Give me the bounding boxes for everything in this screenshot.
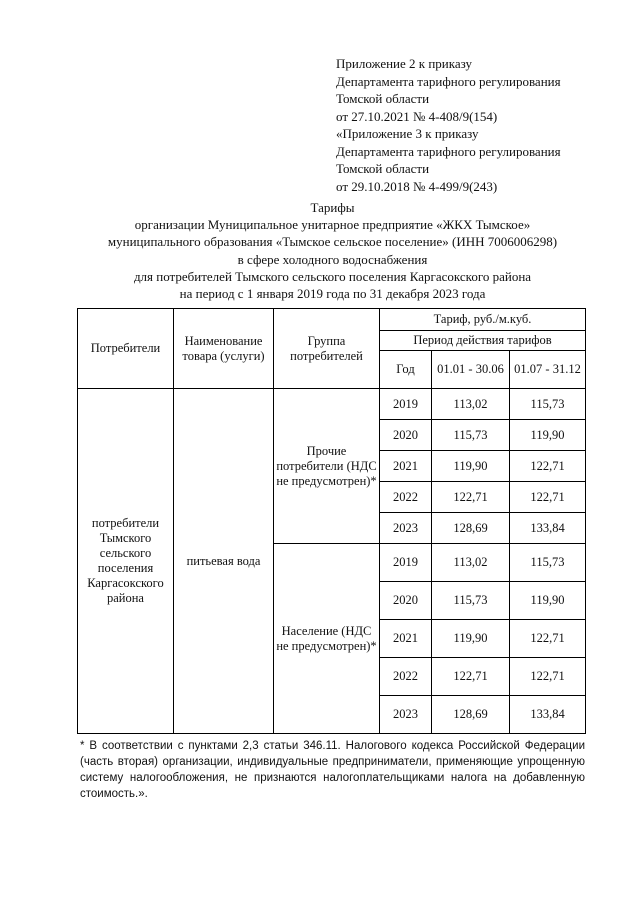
year-cell: 2022 (380, 482, 432, 513)
title-line: Тарифы (310, 200, 355, 215)
tariff-h1-cell: 115,73 (432, 582, 510, 620)
year-cell: 2023 (380, 513, 432, 544)
header-line: от 27.10.2021 № 4-408/9(154) (336, 108, 498, 124)
tariff-h2-cell: 115,73 (510, 544, 586, 582)
header-line: «Приложение 3 к приказу (336, 126, 479, 141)
tariff-h2-cell: 122,71 (510, 658, 586, 696)
tariff-h1-cell: 122,71 (432, 482, 510, 513)
header-line: от 29.10.2018 № 4-499/9(243) (336, 178, 498, 194)
tariff-h1-cell: 119,90 (432, 451, 510, 482)
order-header (336, 55, 626, 195)
tariff-h2-cell: 119,90 (510, 582, 586, 620)
header-line: Департамента тарифного регулирования (336, 143, 561, 159)
header-group: Группа потребителей (274, 309, 380, 389)
header-tariff: Тариф, руб./м.куб. (380, 309, 586, 331)
header-period: Период действия тарифов (380, 331, 586, 351)
header-line: Департамента тарифного регулирования (336, 73, 561, 89)
tariff-h2-cell: 122,71 (510, 620, 586, 658)
title-line: муниципального образования «Тымское сельское поселение» (ИНН 7006006298) (107, 234, 558, 250)
header-half-1: 01.01 - 30.06 (432, 351, 510, 389)
header-line: Приложение 2 к приказу (336, 56, 473, 71)
tariff-h2-cell: 119,90 (510, 420, 586, 451)
document-title (80, 199, 585, 302)
tariff-h2-cell: 115,73 (510, 389, 586, 420)
tariff-h1-cell: 113,02 (432, 544, 510, 582)
year-cell: 2021 (380, 451, 432, 482)
header-year: Год (380, 351, 432, 389)
year-cell: 2019 (380, 389, 432, 420)
year-cell: 2021 (380, 620, 432, 658)
year-cell: 2020 (380, 582, 432, 620)
tariff-h1-cell: 113,02 (432, 389, 510, 420)
footnote: * В соответствии с пунктами 2,3 статьи 346.11. Налогового кодекса Российской Федерации (часть вторая) организации, индивидуальные предприниматели, применяющие упрощенную систему налогообложения, не признаются налогоплательщиками налога на добавленную стоимость.». (80, 740, 585, 800)
tariff-h1-cell: 122,71 (432, 658, 510, 696)
table-row (78, 389, 586, 420)
tariff-h1-cell: 119,90 (432, 620, 510, 658)
year-cell: 2019 (380, 544, 432, 582)
group-cell-population: Население (НДС не предусмотрен)* (274, 544, 380, 734)
tariff-h2-cell: 133,84 (510, 513, 586, 544)
title-line: организации Муниципальное унитарное предприятие «ЖКХ Тымское» (134, 217, 531, 233)
tariff-h2-cell: 122,71 (510, 451, 586, 482)
year-cell: 2020 (380, 420, 432, 451)
header-line: Томской области (336, 91, 430, 106)
tariff-table (77, 308, 586, 734)
title-line: в сфере холодного водоснабжения (237, 251, 428, 267)
tariff-h1-cell: 115,73 (432, 420, 510, 451)
header-half-2: 01.07 - 31.12 (510, 351, 586, 389)
consumer-cell: потребители Тымского сельского поселения Каргасокского района (78, 389, 174, 734)
title-line: для потребителей Тымского сельского поселения Каргасокского района (133, 268, 532, 284)
tariff-h1-cell: 128,69 (432, 696, 510, 734)
title-line: на период с 1 января 2019 года по 31 декабря 2023 года (179, 286, 486, 302)
year-cell: 2023 (380, 696, 432, 734)
tariff-h1-cell: 128,69 (432, 513, 510, 544)
year-cell: 2022 (380, 658, 432, 696)
group-cell-other: Прочие потребители (НДС не предусмотрен)* (274, 389, 380, 544)
header-consumers: Потребители (78, 309, 174, 389)
header-product: Наименование товара (услуги) (174, 309, 274, 389)
product-cell: питьевая вода (174, 389, 274, 734)
tariff-h2-cell: 133,84 (510, 696, 586, 734)
header-line: Томской области (336, 161, 430, 176)
tariff-h2-cell: 122,71 (510, 482, 586, 513)
